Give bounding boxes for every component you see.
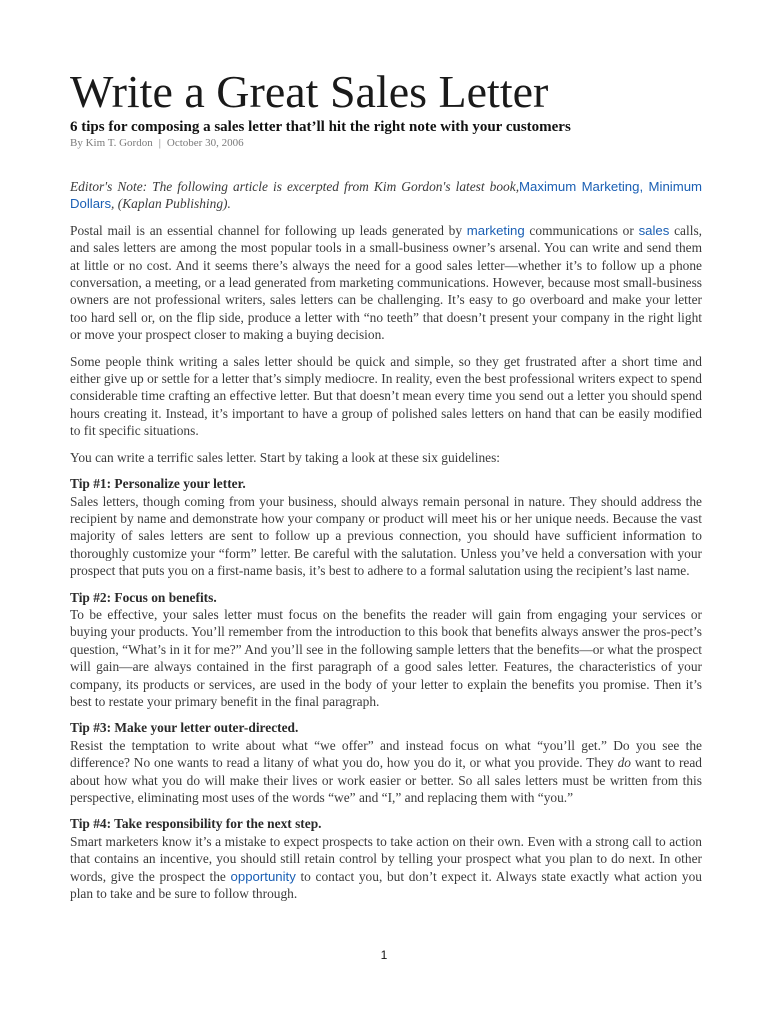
byline-date: October 30, 2006 [166,137,244,149]
book-title-link-minimum-dollars[interactable]: Minimum Dollars [70,179,703,212]
editors-note-suffix: , (Kaplan Publishing). [111,196,231,212]
tip-1-heading: Tip #1: Personalize your letter. [70,476,246,492]
byline-separator: | [158,137,161,149]
marketing-link[interactable]: marketing [466,222,525,238]
tip-1-body: Sales letters, though coming from your business, should always remain personal in nature. They should address the recipient by name and demonstrate how your company or product will meet his or her unique needs. Because the vast majority of sales letters are sent to follow up a previous connection, you should have sufficient information to thoroughly customize your “form” letter. Be careful with the salutation. Unless you’ve held a conversation with your prospect that puts you on a first-name basis, it’s best to adhere to a formal salutation using the recipient’s last name. [70,493,702,579]
tip-3-emphasis: do [617,755,631,771]
tip-3-body-part-2: want to read about how what you do will make their lives or work easier or better. So all sales letters must be written from this perspective, eliminating most uses of the words “we” and “I,” and replacing them with “you.” [70,755,702,805]
byline-author: By Kim T. Gordon [70,137,153,149]
tip-4-heading: Tip #4: Take responsibility for the next step. [70,816,322,832]
tip-2-body: To be effective, your sales letter must focus on the benefits the reader will gain from engaging your services or buying your products. You’ll remember from the introduction to this book that benefits always answer the pros-pect’s question, “What’s in it for me?” And you’ll see in the following sample letters that the benefits—or what the prospect will gain—are always contained in the first paragraph of a good sales letter. Features, the characteristics of your company, its products or services, are used in the body of your letter to explain the benefits you promise. Then it’s best to restate your primary benefit in the final paragraph. [70,606,702,709]
byline [70,136,244,150]
paragraph-effort: Some people think writing a sales letter should be quick and simple, so they get frustrated after a short time and either give up or settle for a letter that’s simply mediocre. In reality, even the best professional writers expect to spend considerable time crafting an effective letter. But that doesn’t mean every time you send out a letter you should spend hours creating it. Instead, it’s important to have a group of polished sales letters on hand that can be easily modified to fit specific situations. [70,353,702,439]
tip-2-heading: Tip #2: Focus on benefits. [70,589,217,605]
paragraph-intro-part-3: calls, and sales letters are among the most popular tools in a small-business owner’s arsenal. You can write and send them at little or no cost. And it seems there’s always the need for a good sales letter—whether it’s to follow up a phone conversation, a meeting, or a lead generated from marketing communications. However, because most small-business owners are not professional writers, sales letters can be challenging. It’s easy to go overboard and make your letter too hard sell or, on the flip side, produce a letter with “no teeth” that doesn’t present your company in the right light or move your prospect closer to making a buying decision. [70,222,703,343]
article-subtitle: 6 tips for composing a sales letter that’ll hit the right note with your customers [70,119,571,135]
paragraph-intro-part-1: Postal mail is an essential channel for following up leads generated by [70,222,467,238]
editors-note-prefix: Editor's Note: The following article is excerpted from Kim Gordon's latest book, [70,179,520,194]
page-number: 1 [380,948,388,962]
tip-3-heading: Tip #3: Make your letter outer-directed. [70,720,299,736]
tip-3 [70,719,702,806]
tip-3-body-part-1: Resist the temptation to write about what “we offer” and instead focus on what “you’ll get.” Do you see the difference? No one wants to read a litany of what you do, how you do it, or what you provide. They [70,737,702,771]
tip-1 [70,475,702,579]
paragraph-intro [70,222,702,344]
tip-4-body-part-1: Smart marketers know it’s a mistake to expect prospects to take action on their own. Even with a strong call to action that contains an incentive, you should still retain control by telling your prospect what you plan to do next. In other words, give the prospect the [70,833,702,884]
paragraph-guidelines-intro: You can write a terrific sales letter. Start by taking a look at these six guidelines: [70,449,501,465]
tip-2 [70,589,702,711]
tip-4 [70,815,702,902]
editors-note [70,178,702,213]
sales-link[interactable]: sales [638,222,670,238]
paragraph-intro-part-2: communications or [524,222,639,238]
opportunity-link[interactable]: opportunity [230,868,296,884]
book-title-link-maximum-marketing[interactable]: Maximum Marketing [519,179,640,194]
editors-note-comma: , [639,179,649,194]
tip-4-body-part-2: to contact you, but don’t expect it. Always state exactly what action you plan to take and be sure to follow through. [70,868,703,902]
article-title: Write a Great Sales Letter [70,66,549,117]
article-body [70,178,702,911]
